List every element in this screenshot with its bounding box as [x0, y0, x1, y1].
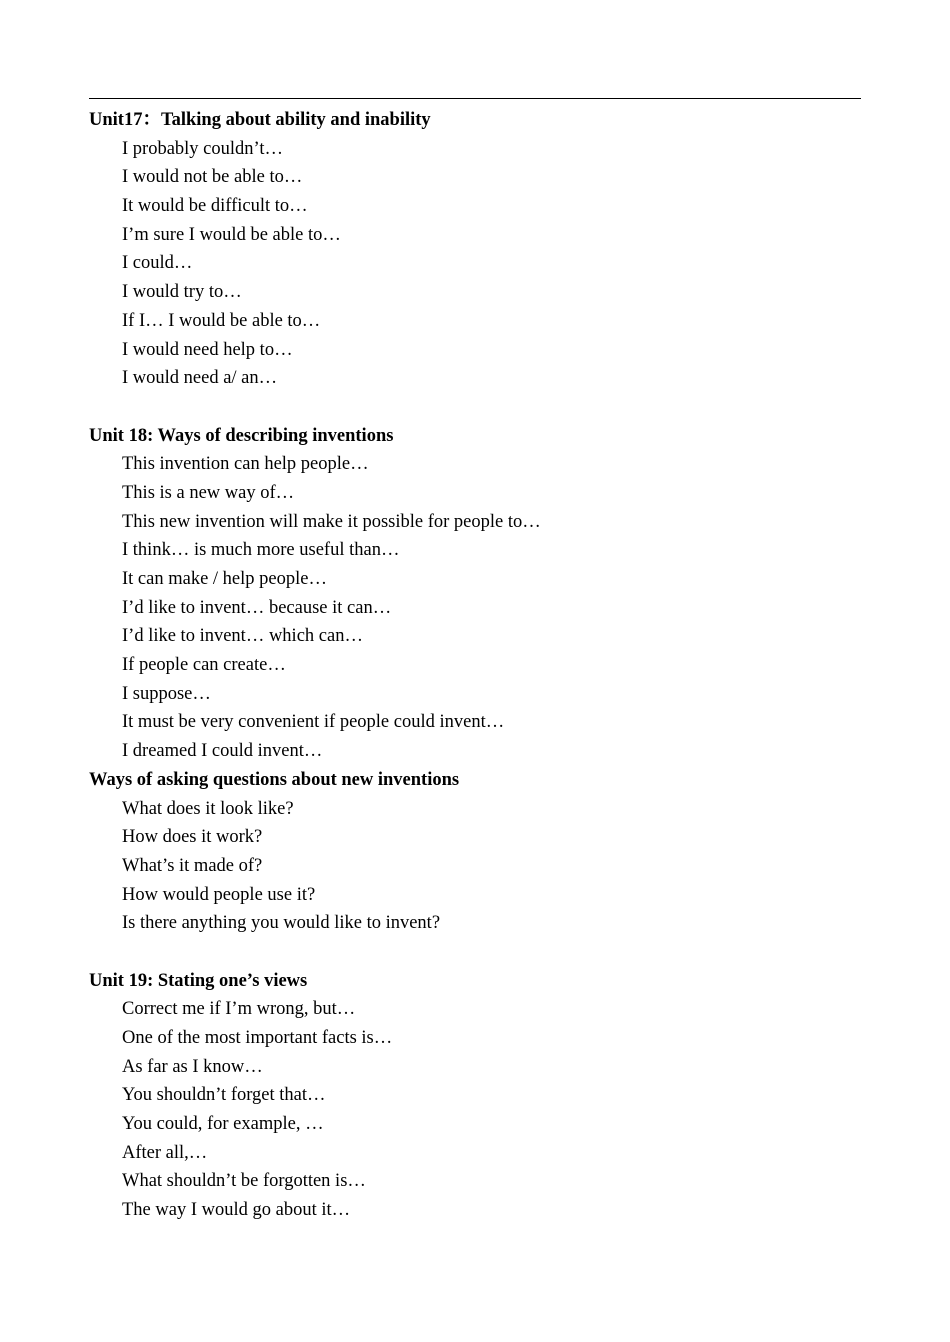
question-item: Is there anything you would like to invent? [122, 913, 441, 934]
phrase-item: It must be very convenient if people could invent… [122, 712, 505, 733]
section-heading-unit17: Unit17：Talking about ability and inability [89, 110, 431, 130]
phrase-item: I dreamed I could invent… [122, 741, 323, 762]
section-heading-unit18: Unit 18: Ways of describing inventions [89, 425, 394, 446]
phrase-item: What shouldn’t be forgotten is… [122, 1171, 366, 1192]
phrase-item: I probably couldn’t… [122, 138, 283, 159]
phrase-item: I’d like to invent… because it can… [122, 597, 392, 618]
section-heading-questions: Ways of asking questions about new inventions [89, 769, 460, 790]
phrase-item: If I… I would be able to… [122, 310, 321, 331]
phrase-item: I could… [122, 253, 193, 274]
phrase-item: Correct me if I’m wrong, but… [122, 999, 356, 1020]
question-item: How does it work? [122, 827, 263, 848]
phrase-item: This is a new way of… [122, 482, 295, 503]
phrase-item: I’d like to invent… which can… [122, 626, 363, 647]
phrase-item: It can make / help people… [122, 569, 327, 589]
phrase-item: I would not be able to… [122, 167, 303, 188]
question-item: What does it look like? [122, 798, 294, 819]
header-rule [89, 98, 861, 99]
section-heading-unit19: Unit 19: Stating one’s views [89, 970, 308, 991]
phrase-item: One of the most important facts is… [122, 1028, 393, 1048]
phrase-item: I would need help to… [122, 339, 293, 360]
phrase-item: If people can create… [122, 655, 286, 676]
phrase-item: After all,… [122, 1142, 208, 1163]
phrase-item: This invention can help people… [122, 454, 369, 475]
phrase-item: This new invention will make it possible for people to… [122, 511, 541, 532]
section-spacer [89, 938, 869, 967]
section-spacer [89, 393, 869, 422]
phrase-item: I would need a/ an… [122, 368, 278, 389]
phrase-item: I suppose… [122, 683, 211, 704]
phrase-item: You shouldn’t forget that… [122, 1085, 326, 1106]
phrase-item: I would try to… [122, 282, 242, 303]
phrase-item: You could, for example, … [122, 1114, 324, 1135]
question-item: What’s it made of? [122, 855, 263, 876]
phrase-item: It would be difficult to… [122, 196, 308, 217]
phrase-item: I think… is much more useful than… [122, 540, 400, 561]
document-body [89, 106, 869, 1225]
phrase-item: The way I would go about it… [122, 1200, 351, 1221]
phrase-item: As far as I know… [122, 1056, 263, 1077]
question-item: How would people use it? [122, 884, 316, 905]
phrase-item: I’m sure I would be able to… [122, 224, 341, 245]
